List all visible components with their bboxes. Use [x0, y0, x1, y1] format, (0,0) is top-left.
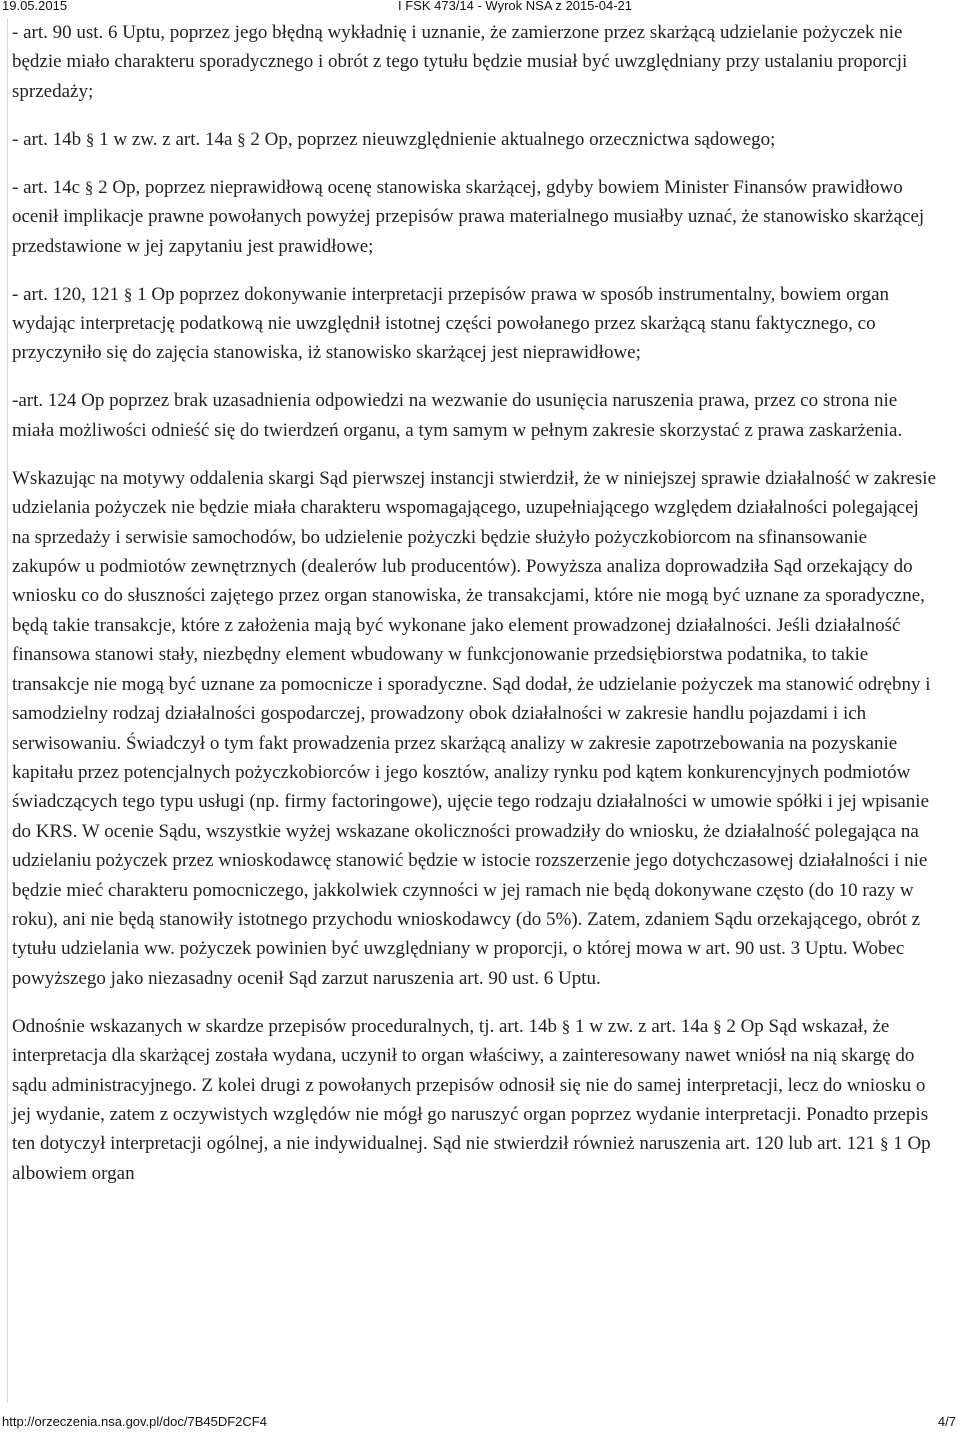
section-sign: § — [713, 1016, 722, 1036]
paragraph-art-120-121 — [12, 280, 940, 368]
footer-url[interactable]: http://orzeczenia.nsa.gov.pl/doc/7B45DF2CF4 — [2, 1414, 267, 1429]
page-number: 4/7 — [937, 1414, 956, 1429]
left-margin-line — [7, 533, 8, 1403]
paragraph-text: - art. 90 ust. 6 Uptu, poprzez jego błędną wykładnię i uznanie, że zamierzone przez skarżącą udzielanie pożyczek nie będzie miało charakteru sporadycznego i obrót z tego tytułu będzie musiał być uwzględniany przy ustalaniu proporcji sprzedaży; — [12, 22, 908, 102]
paragraph-text: 1 w zw. z art. 14a — [94, 128, 238, 150]
paragraph-court-reasoning — [12, 464, 940, 993]
paragraph-text: -art. 124 Op poprzez brak uzasadnienia odpowiedzi na wezwanie do usunięcia naruszenia prawa, przez co strona nie miała możliwości odnieść się do twierdzeń organu, a tym samym w pełnym zakresie skorzystać z prawa zaskarżenia. — [12, 390, 903, 441]
paragraph-text: 2 Op, poprzez nieprawidłową ocenę stanowiska skarżącej, gdyby bowiem Minister Finansów prawidłowo ocenił implikacje prawne powołanych powyżej przepisów prawa materialnego musiałby uznać, że stanowisko skarżącej przedstawione w jej zapytaniu jest prawidłowe; — [12, 176, 925, 257]
page-footer — [0, 1413, 960, 1431]
paragraph-text: 2 Op, poprzez nieuwzględnienie aktualnego orzecznictwa sądowego; — [245, 128, 776, 150]
paragraph-text: - art. 120, 121 — [12, 283, 124, 305]
header-title: I FSK 473/14 - Wyrok NSA z 2015-04-21 — [398, 0, 632, 13]
section-sign: § — [85, 129, 95, 149]
paragraph-text: 2 Op Sąd wskazał, że interpretacja dla skarżącej została wydana, uczynił to organ właściwy, a zainteresowany nawet wniósł na nią skargę do sądu administracyjnego. Z kolei drugi z powołanych przepisów odnosił się nie do samej interpretacji, lecz do wniosku o jej wydanie, zatem z oczywistych względów nie mógł go naruszyć organ poprzez wydanie interpretacji. Ponadto przepis ten dotyczył interpretacji ogólnej, a nie indywidualnej. Sąd nie stwierdził również naruszenia art. 120 lub art. 121 — [12, 1015, 929, 1155]
section-sign: § — [123, 284, 133, 304]
paragraph-text: Odnośnie wskazanych w skardze przepisów proceduralnych, tj. art. 14b — [12, 1015, 562, 1037]
paragraph-art-124 — [12, 386, 940, 445]
paragraph-text: - art. 14c — [12, 176, 85, 198]
paragraph-text: - art. 14b — [12, 128, 86, 150]
document-body — [12, 18, 940, 1207]
paragraph-text: 1 w zw. z art. 14a — [570, 1015, 714, 1037]
paragraph-text: 1 Op poprzez dokonywanie interpretacji przepisów prawa w sposób instrumentalny, bowiem organ wydając interpretację podatkową nie uwzględnił istotnej części powołanego przez skarżącą stanu faktycznego, co przyczyniło się do zajęcia stanowiska, iż stanowisko skarżącej jest nieprawidłowe; — [12, 283, 890, 364]
section-sign: § — [561, 1016, 571, 1036]
paragraph-text: 1 Op albowiem organ — [12, 1133, 931, 1184]
left-margin-line — [7, 18, 8, 533]
page-header — [0, 0, 960, 16]
paragraph-art-14c — [12, 173, 940, 261]
section-sign: § — [237, 129, 246, 149]
paragraph-text: Wskazując na motywy oddalenia skargi Sąd pierwszej instancji stwierdził, że w niniejszej sprawie działalność w zakresie udzielania pożyczek nie będzie miała charakteru wspomagającego, uzupełniającego względem działalności polegającej na sprzedaży i serwisie samochodów, bo udzielenie pożyczki będzie służyło pożyczkobiorcom na sfinansowanie zakupów u podmiotów zewnętrznych (dealerów lub producentów). Powyższa analiza doprowadziła Sąd orzekający do wniosku co do słuszności zajętego przez organ stanowiska, że transakcjami, które nie mogą być uznane za sporadyczne, będą takie transakcje, które z założenia mają być wykonane jako element prowadzonej działalności. Jeśli działalność finansowa stanowi stały, niezbędny element wbudowany w funkcjonowanie przedsiębiorstwa podatnika, to takie transakcje nie mogą być uznane za pomocnicze i sporadyczne. Sąd dodał, że udzielanie pożyczek ma stanowić odrębny i samodzielny rodzaj działalności gospodarczej, prowadzony obok działalności w zakresie handlu pojazdami i ich serwisowaniu. Świadczył o tym fakt prowadzenia przez skarżącą analizy w zakresie zapotrzebowania na pozyskanie kapitału przez potencjalnych pożyczkobiorców i jego kosztów, analizy rynku pod kątem konkurencyjnych podmiotów świadczących tego typu usługi (np. firmy factoringowe), ujęcie tego rodzaju działalności w umowie spółki i jej wpisanie do KRS. W ocenie Sądu, wszystkie wyżej wskazane okoliczności prowadziły do wniosku, że działalność polegająca na udzielaniu pożyczek przez wnioskodawcę stanowić będzie w istocie rozszerzenie jego dotychczasowej działalności i nie będzie mieć charakteru pomocniczego, jakkolwiek czynności w jej ramach nie będą dokonywane często (do 10 razy w roku), ani nie będą stanowiły istotnego przychodu wnioskodawcy (do 5%). Zatem, zdaniem Sądu orzekającego, obrót z tytułu udzielania ww. pożyczek powinien być uwzględniany w proporcji, o której mowa w art. 90 ust. 3 Uptu. Wobec powyższego jako niezasadny ocenił Sąd zarzut naruszenia art. 90 ust. 6 Uptu. — [12, 467, 936, 989]
section-sign: § — [879, 1134, 889, 1154]
paragraph-procedural — [12, 1012, 940, 1188]
section-sign: § — [84, 177, 94, 197]
paragraph-art-14b — [12, 125, 940, 154]
header-date: 19.05.2015 — [2, 0, 68, 13]
paragraph-art-90 — [12, 18, 940, 106]
